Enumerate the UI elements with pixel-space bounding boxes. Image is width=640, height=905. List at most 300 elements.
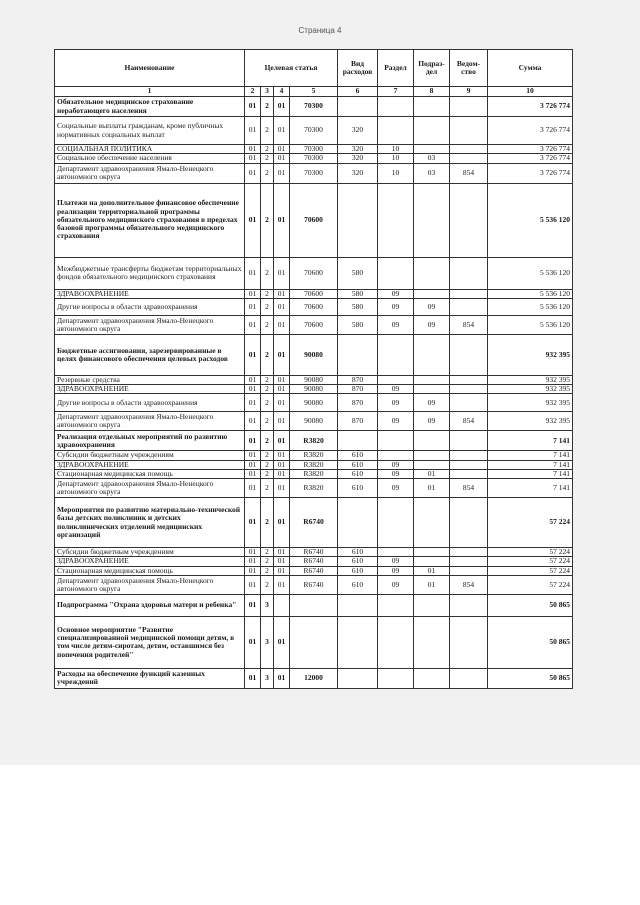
- sum-cell: 7 141: [488, 460, 573, 469]
- table-row: [55, 183, 573, 257]
- target-code-3-cell: 01: [274, 163, 290, 183]
- subsection-cell: 09: [414, 315, 450, 334]
- target-code-4-cell: [290, 594, 338, 616]
- column-number: 1: [55, 87, 245, 97]
- department-cell: [450, 145, 488, 154]
- target-code-2-cell: 2: [261, 479, 274, 498]
- expense-type-cell: 320: [338, 163, 378, 183]
- target-code-3-cell: 01: [274, 257, 290, 289]
- subsection-cell: [414, 183, 450, 257]
- expense-type-cell: [338, 97, 378, 117]
- table-row: [55, 412, 573, 431]
- sum-cell: 57 224: [488, 575, 573, 594]
- section-cell: 09: [378, 385, 414, 394]
- subsection-cell: [414, 145, 450, 154]
- page-label: Страница 4: [298, 26, 342, 35]
- expense-type-cell: 580: [338, 315, 378, 334]
- target-code-4-cell: 70300: [290, 154, 338, 163]
- expense-type-cell: 870: [338, 385, 378, 394]
- row-name-cell: Другие вопросы в области здравоохранения: [55, 394, 245, 412]
- table-row: [55, 154, 573, 163]
- target-code-3-cell: 01: [274, 412, 290, 431]
- department-cell: [450, 375, 488, 384]
- department-cell: 854: [450, 575, 488, 594]
- table-row: [55, 431, 573, 451]
- target-code-2-cell: 3: [261, 668, 274, 688]
- subsection-cell: [414, 289, 450, 298]
- subsection-cell: 01: [414, 479, 450, 498]
- column-number: 8: [414, 87, 450, 97]
- target-code-4-cell: R6740: [290, 548, 338, 557]
- target-code-4-cell: 70600: [290, 298, 338, 315]
- table-row: [55, 548, 573, 557]
- column-number-row: [55, 87, 573, 97]
- section-cell: [378, 548, 414, 557]
- department-cell: 854: [450, 412, 488, 431]
- column-number: 3: [261, 87, 274, 97]
- row-name-cell: Платежи на дополнительное финансовое обеспечение реализации территориальной программы обязательного медицинского страхования в пределах базовой программы обязательного медицинского страхования: [55, 183, 245, 257]
- expense-type-cell: 870: [338, 412, 378, 431]
- table-row: [55, 375, 573, 384]
- table-row: [55, 145, 573, 154]
- target-code-3-cell: 01: [274, 479, 290, 498]
- header-expense-type: Вид расходов: [338, 50, 378, 87]
- target-code-2-cell: 2: [261, 289, 274, 298]
- target-code-1-cell: 01: [245, 498, 261, 548]
- target-code-3-cell: 01: [274, 548, 290, 557]
- target-code-2-cell: 2: [261, 469, 274, 478]
- expense-type-cell: 610: [338, 469, 378, 478]
- expense-type-cell: 320: [338, 145, 378, 154]
- section-cell: [378, 431, 414, 451]
- target-code-2-cell: 2: [261, 145, 274, 154]
- target-code-1-cell: 01: [245, 575, 261, 594]
- subsection-cell: 03: [414, 154, 450, 163]
- target-code-3-cell: 01: [274, 385, 290, 394]
- subsection-cell: [414, 668, 450, 688]
- expense-type-cell: 610: [338, 566, 378, 575]
- section-cell: [378, 594, 414, 616]
- department-cell: 854: [450, 315, 488, 334]
- expense-type-cell: [338, 616, 378, 668]
- target-code-4-cell: 70300: [290, 163, 338, 183]
- subsection-cell: 09: [414, 412, 450, 431]
- subsection-cell: [414, 548, 450, 557]
- target-code-2-cell: 2: [261, 154, 274, 163]
- target-code-3-cell: 01: [274, 394, 290, 412]
- target-code-1-cell: 01: [245, 117, 261, 145]
- sum-cell: 5 536 120: [488, 315, 573, 334]
- subsection-cell: [414, 460, 450, 469]
- target-code-3-cell: 01: [274, 97, 290, 117]
- target-code-2-cell: 2: [261, 334, 274, 375]
- target-code-2-cell: 2: [261, 498, 274, 548]
- sum-cell: 57 224: [488, 548, 573, 557]
- target-code-2-cell: 2: [261, 575, 274, 594]
- section-cell: [378, 498, 414, 548]
- expense-type-cell: 610: [338, 451, 378, 460]
- table-row: [55, 257, 573, 289]
- target-code-2-cell: 2: [261, 557, 274, 566]
- target-code-4-cell: 90080: [290, 412, 338, 431]
- target-code-1-cell: 01: [245, 431, 261, 451]
- row-name-cell: Субсидии бюджетным учреждениям: [55, 548, 245, 557]
- target-code-4-cell: R6740: [290, 575, 338, 594]
- target-code-1-cell: 01: [245, 451, 261, 460]
- target-code-2-cell: 2: [261, 163, 274, 183]
- row-name-cell: Основное мероприятие "Развитие специализированной медицинской помощи детям, в том числе детям-сиротам, детям, оставшимся без попечения родителей": [55, 616, 245, 668]
- sum-cell: 932 395: [488, 385, 573, 394]
- expense-type-cell: [338, 498, 378, 548]
- target-code-3-cell: 01: [274, 334, 290, 375]
- table-row: [55, 289, 573, 298]
- department-cell: [450, 257, 488, 289]
- target-code-3-cell: 01: [274, 117, 290, 145]
- target-code-4-cell: R6740: [290, 566, 338, 575]
- header-subsection: Подраз-дел: [414, 50, 450, 87]
- expense-type-cell: [338, 334, 378, 375]
- target-code-3-cell: 01: [274, 154, 290, 163]
- target-code-2-cell: 2: [261, 183, 274, 257]
- target-code-1-cell: 01: [245, 154, 261, 163]
- subsection-cell: 01: [414, 575, 450, 594]
- target-code-4-cell: 90080: [290, 375, 338, 384]
- table-row: [55, 394, 573, 412]
- department-cell: [450, 183, 488, 257]
- target-code-2-cell: 2: [261, 385, 274, 394]
- target-code-2-cell: 2: [261, 394, 274, 412]
- target-code-2-cell: 2: [261, 460, 274, 469]
- table-row: [55, 575, 573, 594]
- target-code-1-cell: 01: [245, 385, 261, 394]
- target-code-1-cell: 01: [245, 557, 261, 566]
- department-cell: [450, 668, 488, 688]
- section-cell: 10: [378, 163, 414, 183]
- sum-cell: 57 224: [488, 566, 573, 575]
- row-name-cell: Стационарная медицинская помощь: [55, 469, 245, 478]
- subsection-cell: 03: [414, 163, 450, 183]
- target-code-3-cell: 01: [274, 375, 290, 384]
- target-code-1-cell: 01: [245, 548, 261, 557]
- expense-type-cell: 320: [338, 117, 378, 145]
- table-row: [55, 163, 573, 183]
- sum-cell: 7 141: [488, 451, 573, 460]
- row-name-cell: Обязательное медицинское страхование неработающего населения: [55, 97, 245, 117]
- column-number: 2: [245, 87, 261, 97]
- row-name-cell: Социальные выплаты гражданам, кроме публичных нормативных социальных выплат: [55, 117, 245, 145]
- target-code-1-cell: 01: [245, 97, 261, 117]
- target-code-1-cell: 01: [245, 163, 261, 183]
- expense-type-cell: 610: [338, 548, 378, 557]
- row-name-cell: СОЦИАЛЬНАЯ ПОЛИТИКА: [55, 145, 245, 154]
- target-code-3-cell: 01: [274, 498, 290, 548]
- table-row: [55, 117, 573, 145]
- expense-type-cell: 610: [338, 479, 378, 498]
- expense-type-cell: 580: [338, 257, 378, 289]
- target-code-1-cell: 01: [245, 315, 261, 334]
- subsection-cell: [414, 334, 450, 375]
- sum-cell: 50 865: [488, 616, 573, 668]
- expense-type-cell: 580: [338, 298, 378, 315]
- expense-type-cell: 610: [338, 575, 378, 594]
- row-name-cell: Межбюджетные трансферты бюджетам территориальных фондов обязательного медицинского страхования: [55, 257, 245, 289]
- section-cell: 09: [378, 575, 414, 594]
- target-code-3-cell: 01: [274, 298, 290, 315]
- table-row: [55, 498, 573, 548]
- department-cell: [450, 431, 488, 451]
- section-cell: [378, 334, 414, 375]
- target-code-4-cell: R3820: [290, 479, 338, 498]
- subsection-cell: [414, 385, 450, 394]
- sum-cell: 932 395: [488, 394, 573, 412]
- expense-type-cell: [338, 183, 378, 257]
- department-cell: [450, 469, 488, 478]
- target-code-3-cell: 01: [274, 616, 290, 668]
- row-name-cell: Реализация отдельных мероприятий по развитию здравоохранения: [55, 431, 245, 451]
- section-cell: 09: [378, 557, 414, 566]
- sum-cell: 7 141: [488, 469, 573, 478]
- row-name-cell: Социальное обеспечение населения: [55, 154, 245, 163]
- table-row: [55, 668, 573, 688]
- header-row: [55, 50, 573, 87]
- target-code-4-cell: R3820: [290, 469, 338, 478]
- target-code-4-cell: 70600: [290, 257, 338, 289]
- department-cell: [450, 298, 488, 315]
- table-row: [55, 298, 573, 315]
- target-code-1-cell: 01: [245, 479, 261, 498]
- target-code-2-cell: 2: [261, 117, 274, 145]
- target-code-1-cell: 01: [245, 257, 261, 289]
- target-code-4-cell: R6740: [290, 557, 338, 566]
- target-code-2-cell: 2: [261, 566, 274, 575]
- subsection-cell: [414, 616, 450, 668]
- subsection-cell: 01: [414, 469, 450, 478]
- sum-cell: 3 726 774: [488, 154, 573, 163]
- target-code-3-cell: 01: [274, 469, 290, 478]
- section-cell: [378, 97, 414, 117]
- target-code-4-cell: 90080: [290, 394, 338, 412]
- department-cell: [450, 616, 488, 668]
- target-code-2-cell: 2: [261, 451, 274, 460]
- target-code-4-cell: 70300: [290, 145, 338, 154]
- section-cell: 09: [378, 315, 414, 334]
- target-code-2-cell: 2: [261, 298, 274, 315]
- target-code-2-cell: 2: [261, 412, 274, 431]
- target-code-3-cell: [274, 594, 290, 616]
- target-code-4-cell: R3820: [290, 451, 338, 460]
- row-name-cell: Департамент здравоохранения Ямало-Ненецкого автономного округа: [55, 412, 245, 431]
- section-cell: [378, 375, 414, 384]
- row-name-cell: ЗДРАВООХРАНЕНИЕ: [55, 385, 245, 394]
- subsection-cell: 01: [414, 566, 450, 575]
- sum-cell: 5 536 120: [488, 298, 573, 315]
- row-name-cell: Департамент здравоохранения Ямало-Ненецкого автономного округа: [55, 315, 245, 334]
- sum-cell: 50 865: [488, 594, 573, 616]
- target-code-3-cell: 01: [274, 575, 290, 594]
- target-code-1-cell: 01: [245, 412, 261, 431]
- section-cell: 09: [378, 469, 414, 478]
- sum-cell: 932 395: [488, 412, 573, 431]
- subsection-cell: [414, 257, 450, 289]
- section-cell: 09: [378, 566, 414, 575]
- table-row: [55, 566, 573, 575]
- section-cell: [378, 616, 414, 668]
- section-cell: 09: [378, 394, 414, 412]
- target-code-2-cell: 3: [261, 594, 274, 616]
- row-name-cell: Подпрограмма "Охрана здоровья матери и ребенка": [55, 594, 245, 616]
- sum-cell: 57 224: [488, 498, 573, 548]
- budget-table: [54, 49, 573, 689]
- target-code-3-cell: 01: [274, 431, 290, 451]
- row-name-cell: Расходы на обеспечение функций казенных учреждений: [55, 668, 245, 688]
- target-code-4-cell: R6740: [290, 498, 338, 548]
- expense-type-cell: 610: [338, 460, 378, 469]
- section-cell: [378, 668, 414, 688]
- section-cell: 09: [378, 460, 414, 469]
- target-code-3-cell: 01: [274, 566, 290, 575]
- table-row: [55, 479, 573, 498]
- target-code-2-cell: 2: [261, 97, 274, 117]
- subsection-cell: [414, 117, 450, 145]
- sum-cell: 932 395: [488, 334, 573, 375]
- target-code-1-cell: 01: [245, 145, 261, 154]
- sum-cell: 3 726 774: [488, 145, 573, 154]
- sum-cell: 3 726 774: [488, 163, 573, 183]
- subsection-cell: [414, 451, 450, 460]
- table-row: [55, 469, 573, 478]
- department-cell: [450, 117, 488, 145]
- row-name-cell: Стационарная медицинская помощь: [55, 566, 245, 575]
- target-code-1-cell: 01: [245, 334, 261, 375]
- section-cell: [378, 257, 414, 289]
- department-cell: [450, 460, 488, 469]
- expense-type-cell: [338, 594, 378, 616]
- row-name-cell: ЗДРАВООХРАНЕНИЕ: [55, 289, 245, 298]
- expense-type-cell: 320: [338, 154, 378, 163]
- target-code-4-cell: 70300: [290, 117, 338, 145]
- department-cell: [450, 154, 488, 163]
- expense-type-cell: [338, 431, 378, 451]
- section-cell: [378, 117, 414, 145]
- target-code-1-cell: 01: [245, 289, 261, 298]
- table-row: [55, 334, 573, 375]
- department-cell: [450, 97, 488, 117]
- department-cell: [450, 451, 488, 460]
- subsection-cell: [414, 498, 450, 548]
- target-code-1-cell: 01: [245, 594, 261, 616]
- table-row: [55, 557, 573, 566]
- department-cell: [450, 548, 488, 557]
- row-name-cell: Департамент здравоохранения Ямало-Ненецкого автономного округа: [55, 479, 245, 498]
- header-section: Раздел: [378, 50, 414, 87]
- target-code-4-cell: 70300: [290, 97, 338, 117]
- table-row: [55, 385, 573, 394]
- section-cell: 10: [378, 154, 414, 163]
- table-row: [55, 315, 573, 334]
- department-cell: 854: [450, 479, 488, 498]
- target-code-3-cell: 01: [274, 451, 290, 460]
- row-name-cell: ЗДРАВООХРАНЕНИЕ: [55, 557, 245, 566]
- table-row: [55, 451, 573, 460]
- sum-cell: 7 141: [488, 479, 573, 498]
- department-cell: [450, 334, 488, 375]
- department-cell: [450, 394, 488, 412]
- target-code-1-cell: 01: [245, 183, 261, 257]
- sum-cell: 5 536 120: [488, 257, 573, 289]
- section-cell: 09: [378, 412, 414, 431]
- target-code-1-cell: 01: [245, 469, 261, 478]
- target-code-4-cell: R3820: [290, 431, 338, 451]
- column-number: 10: [488, 87, 573, 97]
- subsection-cell: 09: [414, 394, 450, 412]
- department-cell: [450, 498, 488, 548]
- department-cell: [450, 289, 488, 298]
- target-code-3-cell: 01: [274, 460, 290, 469]
- subsection-cell: [414, 375, 450, 384]
- section-cell: 09: [378, 479, 414, 498]
- department-cell: [450, 385, 488, 394]
- expense-type-cell: 580: [338, 289, 378, 298]
- target-code-4-cell: 90080: [290, 385, 338, 394]
- target-code-2-cell: 2: [261, 315, 274, 334]
- row-name-cell: Департамент здравоохранения Ямало-Ненецкого автономного округа: [55, 575, 245, 594]
- target-code-1-cell: 01: [245, 298, 261, 315]
- target-code-4-cell: [290, 616, 338, 668]
- target-code-4-cell: 90080: [290, 334, 338, 375]
- section-cell: 10: [378, 145, 414, 154]
- target-code-4-cell: 70600: [290, 183, 338, 257]
- target-code-1-cell: 01: [245, 616, 261, 668]
- section-cell: 09: [378, 289, 414, 298]
- target-code-2-cell: 3: [261, 616, 274, 668]
- expense-type-cell: 610: [338, 557, 378, 566]
- subsection-cell: [414, 97, 450, 117]
- row-name-cell: Департамент здравоохранения Ямало-Ненецкого автономного округа: [55, 163, 245, 183]
- sum-cell: 932 395: [488, 375, 573, 384]
- target-code-3-cell: 01: [274, 557, 290, 566]
- row-name-cell: Бюджетные ассигнования, зарезервированные в целях финансового обеспечения целевых расходов: [55, 334, 245, 375]
- sum-cell: 50 865: [488, 668, 573, 688]
- header-sum: Сумма: [488, 50, 573, 87]
- sum-cell: 5 536 120: [488, 289, 573, 298]
- row-name-cell: ЗДРАВООХРАНЕНИЕ: [55, 460, 245, 469]
- column-number: 4: [274, 87, 290, 97]
- section-cell: [378, 183, 414, 257]
- row-name-cell: Резервные средства: [55, 375, 245, 384]
- header-name: Наименование: [55, 50, 245, 87]
- target-code-3-cell: 01: [274, 145, 290, 154]
- target-code-1-cell: 01: [245, 394, 261, 412]
- section-cell: 09: [378, 298, 414, 315]
- target-code-3-cell: 01: [274, 668, 290, 688]
- target-code-3-cell: 01: [274, 183, 290, 257]
- subsection-cell: [414, 431, 450, 451]
- target-code-4-cell: 70600: [290, 315, 338, 334]
- column-number: 7: [378, 87, 414, 97]
- target-code-2-cell: 2: [261, 431, 274, 451]
- section-cell: [378, 451, 414, 460]
- target-code-1-cell: 01: [245, 668, 261, 688]
- row-name-cell: Субсидии бюджетным учреждениям: [55, 451, 245, 460]
- department-cell: [450, 557, 488, 566]
- sum-cell: 3 726 774: [488, 97, 573, 117]
- column-number: 9: [450, 87, 488, 97]
- row-name-cell: Другие вопросы в области здравоохранения: [55, 298, 245, 315]
- table-row: [55, 460, 573, 469]
- target-code-2-cell: 2: [261, 548, 274, 557]
- row-name-cell: Мероприятия по развитию материально-технической базы детских поликлиник и детских поликлинических отделений медицинских организаций: [55, 498, 245, 548]
- subsection-cell: [414, 557, 450, 566]
